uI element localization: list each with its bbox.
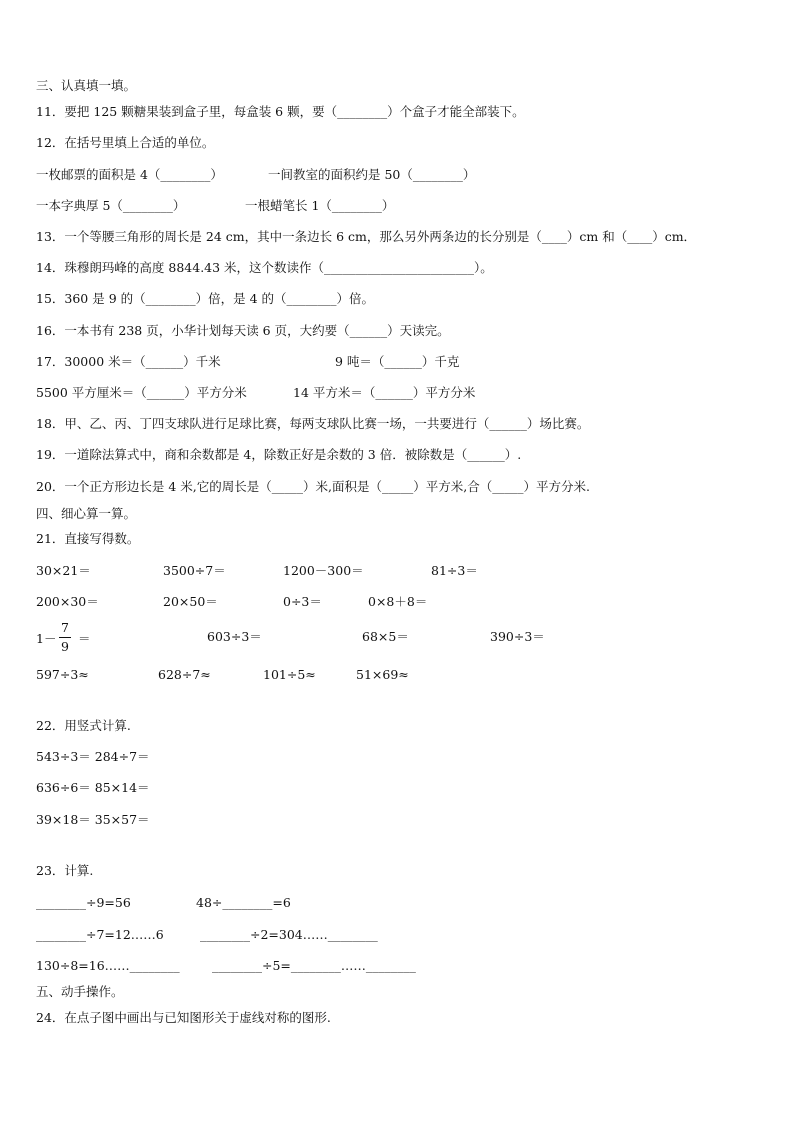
calc-item: 81÷3＝ <box>431 563 478 578</box>
fraction-bar <box>59 637 71 638</box>
question-24: 24．在点子图中画出与已知图形关于虚线对称的图形. <box>36 1010 331 1025</box>
question-12: 12．在括号里填上合适的单位。 <box>36 135 215 150</box>
question-11: 11．要把 125 颗糖果装到盒子里，每盒装 6 颗，要（________）个盒子才能全部装下。 <box>36 104 525 119</box>
calc-blank-item: ________÷5=________……________ <box>212 958 416 973</box>
calc-item: 20×50＝ <box>163 594 218 609</box>
calc-item: 628÷7≈ <box>158 667 211 682</box>
calc-blank-item: ________÷2=304……________ <box>200 927 378 942</box>
vertical-calc-line: 39×18＝ 35×57＝ <box>36 812 150 827</box>
question-22: 22．用竖式计算. <box>36 718 131 733</box>
calc-item: 3500÷7＝ <box>163 563 226 578</box>
calc-item: 0×8＋8＝ <box>368 594 428 609</box>
question-21: 21．直接写得数。 <box>36 531 140 546</box>
question-17-sq-cm: 5500 平方厘米＝（______）平方分米 <box>36 385 247 400</box>
question-17-tons: 9 吨＝（______）千克 <box>335 354 460 369</box>
calc-blank-item: 130÷8=16……________ <box>36 958 180 973</box>
question-15: 15．360 是 9 的（________）倍，是 4 的（________）倍。 <box>36 291 375 306</box>
calc-item: 603÷3＝ <box>207 629 262 644</box>
vertical-calc-line: 543÷3＝ 284÷7＝ <box>36 749 150 764</box>
question-19: 19．一道除法算式中，商和余数都是 4，除数正好是余数的 3 倍．被除数是（______）. <box>36 447 522 462</box>
calc-blank-item: ________÷7=12……6 <box>36 927 164 942</box>
calc-item: 30×21＝ <box>36 563 91 578</box>
question-16: 16．一本书有 238 页，小华计划每天读 6 页，大约要（______）天读完。 <box>36 323 450 338</box>
fraction-denominator: 9 <box>61 639 69 654</box>
section-3-heading: 三、认真填一填。 <box>36 78 137 93</box>
question-17-sq-m: 14 平方米＝（______）平方分米 <box>293 385 476 400</box>
calc-item: 390÷3＝ <box>490 629 545 644</box>
question-18: 18．甲、乙、丙、丁四支球队进行足球比赛，每两支球队比赛一场，一共要进行（______）场比赛。 <box>36 416 590 431</box>
fraction-equals: ＝ <box>78 631 91 646</box>
calc-item: 200×30＝ <box>36 594 99 609</box>
question-12-stamp: 一枚邮票的面积是 4（________） <box>36 167 223 182</box>
question-12-crayon: 一根蜡笔长 1（________） <box>245 198 395 213</box>
fraction-expression <box>36 620 96 656</box>
fraction-numerator: 7 <box>61 620 69 635</box>
calc-item: 597÷3≈ <box>36 667 89 682</box>
question-23: 23．计算. <box>36 863 94 878</box>
calc-item: 101÷5≈ <box>263 667 316 682</box>
question-20: 20．一个正方形边长是 4 米,它的周长是（_____）米,面积是（_____）平方米,合（_____）平方分米. <box>36 479 590 494</box>
calc-blank-item: ________÷9=56 <box>36 895 131 910</box>
section-5-heading: 五、动手操作。 <box>36 984 124 999</box>
question-12-dictionary: 一本字典厚 5（________） <box>36 198 186 213</box>
question-12-classroom: 一间教室的面积约是 50（________） <box>268 167 476 182</box>
calc-item: 1200－300＝ <box>283 563 364 578</box>
calc-item: 51×69≈ <box>356 667 409 682</box>
calc-item: 68×5＝ <box>362 629 409 644</box>
vertical-calc-line: 636÷6＝ 85×14＝ <box>36 780 150 795</box>
question-13: 13．一个等腰三角形的周长是 24 cm，其中一条边长 6 cm，那么另外两条边的长分别是（____）cm 和（____）cm． <box>36 229 697 244</box>
question-17-meters: 17．30000 米＝（______）千米 <box>36 354 221 369</box>
calc-blank-item: 48÷________=6 <box>196 895 291 910</box>
calc-item: 0÷3＝ <box>283 594 322 609</box>
question-14: 14．珠穆朗玛峰的高度 8844.43 米，这个数读作（________________________）。 <box>36 260 493 275</box>
section-4-heading: 四、细心算一算。 <box>36 506 137 521</box>
fraction-whole: 1－ <box>36 631 57 646</box>
